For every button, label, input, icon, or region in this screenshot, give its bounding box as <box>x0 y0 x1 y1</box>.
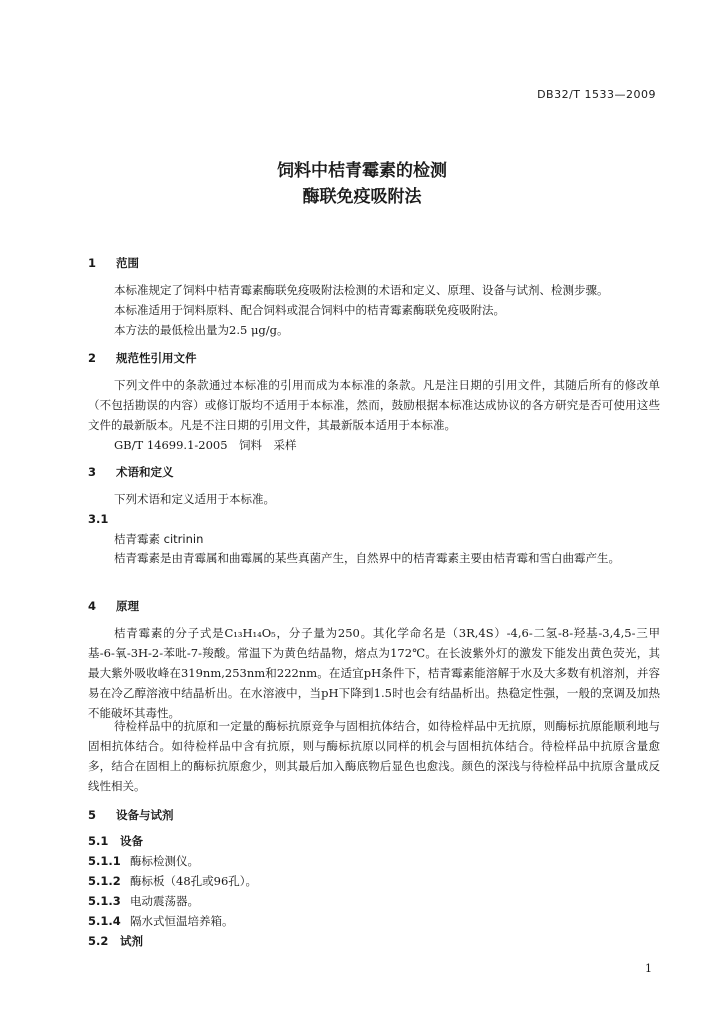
term-definition: 桔青霉素是由青霉属和曲霉属的某些真菌产生，自然界中的桔青霉素主要由桔青霉和雪白曲霉产生。 <box>114 551 620 565</box>
item-text: 隔水式恒温培养箱。 <box>130 914 234 928</box>
section-title: 规范性引用文件 <box>116 351 197 365</box>
item-number: 5.1.2 <box>88 874 121 888</box>
page-number: 1 <box>645 962 652 975</box>
section-number: 1 <box>88 256 97 270</box>
subsection-title: 试剂 <box>120 934 143 948</box>
section-heading-terms <box>88 464 174 480</box>
equipment-item <box>88 853 199 869</box>
section-title: 术语和定义 <box>116 465 174 479</box>
section-title: 原理 <box>116 599 139 613</box>
scope-paragraph-1: 本标准规定了饲料中桔青霉素酶联免疫吸附法检测的术语和定义、原理、设备与试剂、检测步骤。 <box>114 283 609 297</box>
subsection-equipment <box>88 833 143 849</box>
references-paragraph: 下列文件中的条款通过本标准的引用而成为本标准的条款。凡是注日期的引用文件，其随后所有的修改单（不包括勘误的内容）或修订版均不适用于本标准，然而，鼓励根据本标准达成协议的各方研究是否可使用这些文件的最新版本。凡是不注日期的引用文件，其最新版本适用于本标准。 <box>88 378 660 432</box>
section-number: 3 <box>88 465 97 479</box>
scope-paragraph-3: 本方法的最低检出量为2.5 μg/g。 <box>114 323 289 337</box>
item-number: 5.1.1 <box>88 854 121 868</box>
subsection-number: 5.2 <box>88 934 109 948</box>
scope-paragraph-2: 本标准适用于饲料原料、配合饲料或混合饲料中的桔青霉素酶联免疫吸附法。 <box>114 303 505 317</box>
section-title: 设备与试剂 <box>116 808 174 822</box>
subsection-title: 设备 <box>120 834 143 848</box>
subsection-number: 5.1 <box>88 834 109 848</box>
equipment-item <box>88 893 199 909</box>
equipment-item <box>88 913 234 929</box>
section-number: 5 <box>88 808 97 822</box>
item-number: 5.1.3 <box>88 894 121 908</box>
term-entry: 桔青霉素 citrinin <box>114 532 204 546</box>
section-heading-principle <box>88 598 139 614</box>
standard-code: DB32/T 1533—2009 <box>537 88 656 101</box>
item-text: 电动震荡器。 <box>130 894 199 908</box>
item-text: 酶标检测仪。 <box>130 854 199 868</box>
document-subtitle: 酶联免疫吸附法 <box>302 187 422 207</box>
section-title: 范围 <box>116 256 139 270</box>
subsection-number: 3.1 <box>88 512 109 526</box>
equipment-item <box>88 873 257 889</box>
section-number: 2 <box>88 351 97 365</box>
reference-item: GB/T 14699.1-2005 饲料 采样 <box>114 438 297 452</box>
principle-paragraph-2: 待检样品中的抗原和一定量的酶标抗原竞争与固相抗体结合，如待检样品中无抗原，则酶标抗原能顺利地与固相抗体结合。如待检样品中含有抗原，则与酶标抗原以同样的机会与固相抗体结合。待检样品中抗原含量愈多，结合在固相上的酶标抗原愈少，则其最后加入酶底物后显色也愈浅。颜色的深浅与待检样品中抗原含量成反线性相关。 <box>88 719 660 793</box>
section-heading-normative-references <box>88 350 197 366</box>
terms-intro: 下列术语和定义适用于本标准。 <box>114 492 275 506</box>
item-number: 5.1.4 <box>88 914 121 928</box>
section-number: 4 <box>88 599 97 613</box>
subsection-reagents <box>88 933 143 949</box>
item-text: 酶标板（48孔或96孔）。 <box>130 874 258 888</box>
section-heading-scope <box>88 255 139 271</box>
principle-paragraph-1: 桔青霉素的分子式是C₁₃H₁₄O₅，分子量为250。其化学命名是（3R,4S）-4,6-二氢-8-羟基-3,4,5-三甲基-6-氧-3H-2-苯吡-7-羧酸。常温下为黄色结晶物，熔点为172℃。在长波紫外灯的激发下能发出黄色荧光，其最大紫外吸收峰在319nm,253nm和222nm。在适宜pH条件下，桔青霉素能溶解于水及大多数有机溶剂，并容易在冷乙醇溶液中结晶析出。在水溶液中，当pH下降到1.5时也会有结晶析出。热稳定性强，一般的烹调及加热不能破坏其毒性。 <box>88 626 660 720</box>
document-title: 饲料中桔青霉素的检测 <box>277 161 447 181</box>
section-heading-equipment-reagents <box>88 807 174 823</box>
